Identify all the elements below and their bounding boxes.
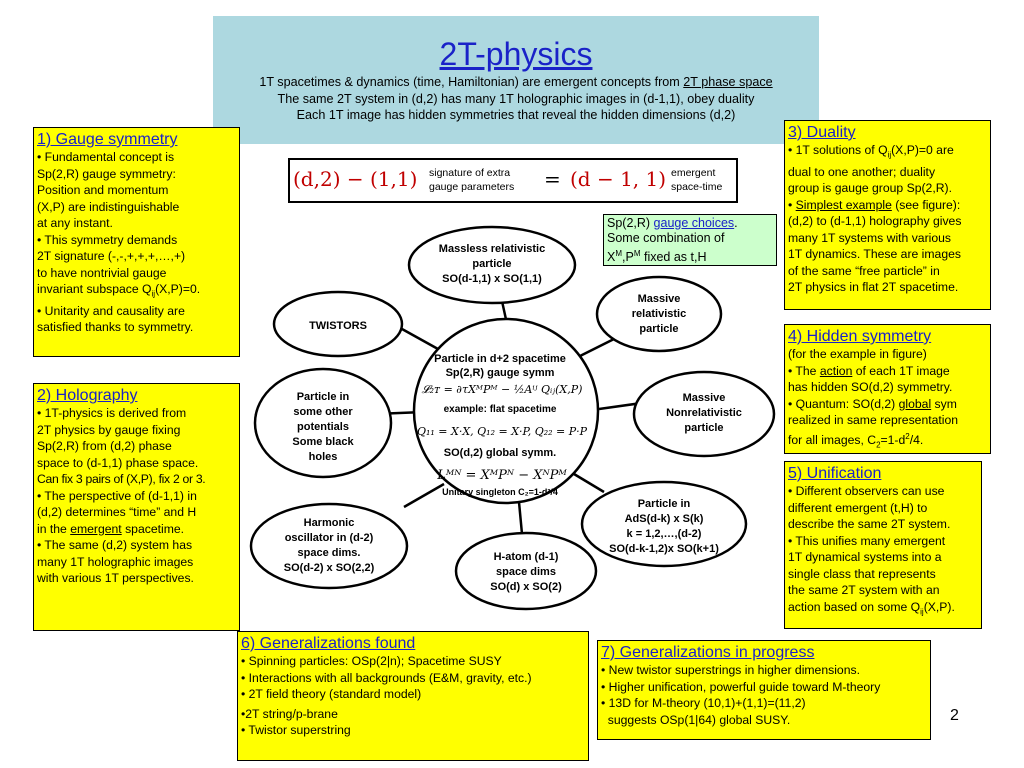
box5-line-6: the same 2T system with an	[788, 583, 940, 597]
box3-q-post: (X,P)=0 are	[891, 143, 954, 157]
unification-box	[784, 461, 982, 629]
box1-line-4: at any instant.	[37, 216, 113, 230]
gauge-symmetry-title: 1) Gauge symmetry	[37, 131, 178, 148]
potentials-line-1: Particle in	[296, 391, 350, 403]
gauge-note-suffix: .	[734, 216, 738, 230]
box4-c2-sub: 2	[876, 440, 881, 449]
box7-line-2: • 13D for M-theory (10,1)+(1,1)=(11,2)	[601, 696, 806, 710]
gauge-note-p: ,P	[622, 250, 634, 265]
ads-line-1: Particle in	[637, 498, 691, 510]
hatom-line-2: space dims	[496, 566, 556, 578]
signature-formula	[288, 158, 738, 203]
gauge-note-line-2: Some combination of	[607, 231, 725, 245]
box1-line-10: satisfied thanks to symmetry.	[37, 320, 194, 335]
center-generators: Lᴹᴺ = XᴹPᴺ − XᴺPᴹ	[437, 468, 567, 483]
box1-line-9: • Unitarity and causality are	[37, 303, 185, 318]
box5-q-post: (X,P).	[923, 599, 955, 614]
holography-diagram	[244, 224, 784, 634]
massless-line-1: Massless relativistic	[438, 243, 546, 255]
box4-line-5	[788, 429, 987, 454]
box2-line-2: Sp(2,R) from (d,2) phase	[37, 439, 172, 453]
center-constraints: Q₁₁ = X·X, Q₁₂ = X·P, Q₂₂ = P·P	[416, 425, 588, 438]
page-title: 2T-physics	[439, 36, 593, 72]
box3-line-6: 1T dynamics. These are images	[788, 247, 961, 262]
box3-line-4: (d,2) to (d-1,1) holography gives	[788, 214, 962, 229]
ads-line-3: k = 1,2,…,(d-2)	[626, 528, 702, 540]
box2-emergent-word: emergent	[70, 521, 122, 536]
box4-c2-pre: for all images, C	[788, 432, 877, 447]
box2-emergent-pre: in the	[37, 521, 71, 536]
box1-line-3: (X,P) are indistinguishable	[37, 199, 180, 214]
gauge-choices-link[interactable]: gauge choices	[653, 216, 735, 230]
center-line-1: Particle in d+2 spacetime	[434, 353, 566, 365]
massive-nonrel-line-3: particle	[684, 422, 724, 434]
box4-c2-sup: 2	[905, 431, 910, 441]
box1-line-5: • This symmetry demands	[37, 232, 178, 247]
hidden-symmetry-title: 4) Hidden symmetry	[788, 328, 932, 345]
holography-box	[33, 383, 240, 631]
box4-line-2: has hidden SO(d,2) symmetry.	[788, 380, 953, 394]
box4-global-pre: • Quantum: SO(d,2)	[788, 396, 899, 411]
box2-line-10: with various 1T perspectives.	[37, 571, 194, 585]
box1-line-7: to have nontrivial gauge	[37, 265, 167, 280]
center-line-2: Sp(2,R) gauge symm	[445, 367, 555, 379]
ads-line-4: SO(d-k-1,2)x SO(k+1)	[609, 543, 719, 555]
formula-label-emergent-line1: emergent	[671, 167, 716, 179]
box3-line-7: of the same “free particle” in	[788, 263, 940, 278]
box1-line-1: Sp(2,R) gauge symmetry:	[37, 166, 176, 181]
box1-line-6: 2T signature (-,-,+,+,+,…,+)	[37, 249, 186, 263]
generalizations-progress-box	[597, 640, 931, 740]
box1-line-2: Position and momentum	[37, 183, 169, 197]
harmonic-line-2: oscillator in (d-2)	[284, 532, 374, 544]
holography-title: 2) Holography	[37, 387, 138, 404]
box4-line-1	[788, 363, 987, 380]
gauge-note-sup2: M	[633, 249, 641, 258]
header-line-2: The same 2T system in (d,2) has many 1T holographic images in (d-1,1), obey duality	[277, 91, 755, 106]
box2-line-6: (d,2) determines “time” and H	[37, 505, 197, 519]
box4-action-pre: • The	[788, 363, 820, 378]
box5-line-1: different emergent (t,H) to	[788, 500, 928, 515]
box6-line-0: • Spinning particles: OSp(2|n); Spacetime SUSY	[241, 654, 502, 668]
box2-line-8: • The same (d,2) system has	[37, 538, 193, 552]
box3-q-pre: • 1T solutions of Q	[788, 143, 888, 157]
box2-line-5: • The perspective of (d-1,1) in	[37, 488, 197, 503]
massive-rel-line-1: Massive	[637, 293, 681, 305]
box3-simple-pre: •	[788, 197, 796, 212]
massive-rel-line-2: relativistic	[631, 308, 687, 320]
box5-q-pre: action based on some Q	[788, 599, 921, 614]
generalizations-found-title: 6) Generalizations found	[241, 635, 416, 652]
box4-c2-mid: =1-d	[880, 432, 906, 447]
box5-line-4: 1T dynamical systems into a	[788, 550, 942, 564]
box6-line-2: • 2T field theory (standard model)	[241, 687, 422, 701]
box4-action-post: of each 1T image	[852, 363, 950, 378]
box5-line-3: • This unifies many emergent	[788, 533, 946, 548]
box3-line-5: many 1T systems with various	[788, 230, 952, 245]
gauge-note-x: X	[607, 250, 616, 265]
unification-title: 5) Unification	[788, 465, 882, 482]
spoke-hatom	[519, 502, 522, 534]
center-line-4: SO(d,2) global symm.	[443, 447, 557, 459]
box6-line-3: •2T string/p-brane	[241, 706, 338, 721]
box1-line-8	[37, 281, 236, 303]
box4-line-0: (for the example in figure)	[788, 347, 927, 361]
massless-line-2: particle	[472, 258, 512, 270]
potentials-line-3: potentials	[297, 421, 349, 433]
massive-nonrel-line-2: Nonrelativistic	[666, 407, 742, 419]
harmonic-line-1: Harmonic	[303, 517, 355, 529]
box1-q-pre: invariant subspace Q	[37, 282, 152, 296]
gauge-note-end: fixed as t,H	[640, 250, 707, 265]
massive-rel-line-3: particle	[639, 323, 679, 335]
generalizations-progress-title: 7) Generalizations in progress	[601, 644, 815, 661]
gauge-note-prefix: Sp(2,R)	[607, 216, 654, 230]
header-line-1-text: 1T spacetimes & dynamics (time, Hamiltonian) are emergent concepts from	[259, 75, 684, 89]
spoke-harmonic	[404, 484, 444, 507]
massive-nonrel-line-1: Massive	[682, 392, 726, 404]
formula-label-extra-line1: signature of extra	[429, 167, 511, 179]
center-line-3: example: flat spacetime	[443, 404, 557, 415]
box2-line-9: many 1T holographic images	[37, 554, 194, 569]
box4-c2-post: /4.	[909, 432, 924, 447]
box4-line-3	[788, 396, 987, 413]
box5-q-sub: ij	[920, 606, 924, 616]
box6-line-1: • Interactions with all backgrounds (E&M, gravity, etc.)	[241, 670, 532, 685]
box3-simple-post: (see figure):	[891, 197, 961, 212]
ads-line-2: AdS(d-k) x S(k)	[624, 513, 704, 525]
box4-action-word: action	[819, 363, 853, 378]
box3-line-3	[788, 197, 987, 214]
gauge-symmetry-box	[33, 127, 240, 357]
potentials-line-4: Some black	[292, 436, 354, 448]
center-line-5: Unitary singleton C₂=1-d²/4	[442, 487, 558, 497]
potentials-line-2: some other	[293, 406, 353, 418]
box3-q-sub: ij	[887, 150, 892, 160]
hatom-line-3: SO(d) x SO(2)	[490, 581, 562, 593]
box4-global-post: sym	[931, 396, 957, 411]
hidden-symmetry-box	[784, 324, 991, 454]
box3-simple-word: Simplest example	[795, 197, 892, 212]
phase-space-link[interactable]: 2T phase space	[683, 75, 773, 89]
box4-global-word: global	[898, 396, 932, 411]
box5-line-7	[788, 599, 978, 621]
formula-lhs: (d,2) − (1,1)	[293, 167, 418, 191]
box5-line-2: describe the same 2T system.	[788, 517, 951, 531]
box2-line-0: • 1T-physics is derived from	[37, 406, 187, 420]
box5-line-0: • Different observers can use	[788, 484, 945, 498]
box2-line-3: space to (d-1,1) phase space.	[37, 455, 199, 470]
duality-box	[784, 120, 991, 310]
box3-line-8: 2T physics in flat 2T spacetime.	[788, 280, 959, 295]
box4-line-4: realized in same representation	[788, 413, 959, 427]
page-number: 2	[950, 707, 959, 724]
box6-line-4: • Twistor superstring	[241, 723, 351, 737]
massless-line-3: SO(d-1,1) x SO(1,1)	[442, 273, 542, 285]
harmonic-line-4: SO(d-2) x SO(2,2)	[283, 562, 375, 574]
harmonic-line-3: space dims.	[297, 547, 361, 559]
hatom-line-1: H-atom (d-1)	[493, 551, 559, 563]
box3-line-0	[788, 142, 987, 164]
box2-emergent-post: spacetime.	[121, 521, 185, 536]
potentials-line-5: holes	[308, 451, 338, 463]
header-line-1	[213, 74, 819, 91]
formula-equals: =	[544, 167, 561, 191]
header-line-3: Each 1T image has hidden symmetries that reveal the hidden dimensions (d,2)	[296, 108, 736, 122]
header-banner	[213, 16, 819, 144]
box7-line-3: suggests OSp(1|64) global SUSY.	[601, 712, 791, 727]
box7-line-1: • Higher unification, powerful guide toward M-theory	[601, 679, 881, 694]
box2-line-7	[37, 521, 236, 538]
formula-label-extra-line2: gauge parameters	[429, 181, 515, 193]
box1-q-sub: ij	[151, 289, 156, 299]
generalizations-found-box	[237, 631, 589, 761]
duality-title: 3) Duality	[788, 124, 856, 141]
box2-line-4: Can fix 3 pairs of (X,P), fix 2 or 3.	[37, 472, 206, 486]
center-lagrangian: 𝓛₂ᴛ = ∂τXᴹPᴹ − ½Aⁱʲ Qᵢⱼ(X,P)	[421, 383, 583, 396]
twistors-label: TWISTORS	[309, 320, 367, 332]
formula-label-emergent-line2: space-time	[671, 181, 723, 193]
box2-line-1: 2T physics by gauge fixing	[37, 422, 181, 437]
box5-line-5: single class that represents	[788, 566, 936, 581]
box3-line-2: group is gauge group Sp(2,R).	[788, 181, 952, 196]
box1-q-post: (X,P)=0.	[155, 282, 201, 296]
gauge-note-sup1: M	[615, 249, 623, 258]
formula-rhs: (d − 1, 1)	[570, 167, 667, 191]
box1-line-0: • Fundamental concept is	[37, 150, 175, 164]
spoke-ads	[574, 474, 604, 492]
box7-line-0: • New twistor superstrings in higher dimensions.	[601, 663, 860, 677]
box3-line-1: dual to one another; duality	[788, 164, 936, 179]
